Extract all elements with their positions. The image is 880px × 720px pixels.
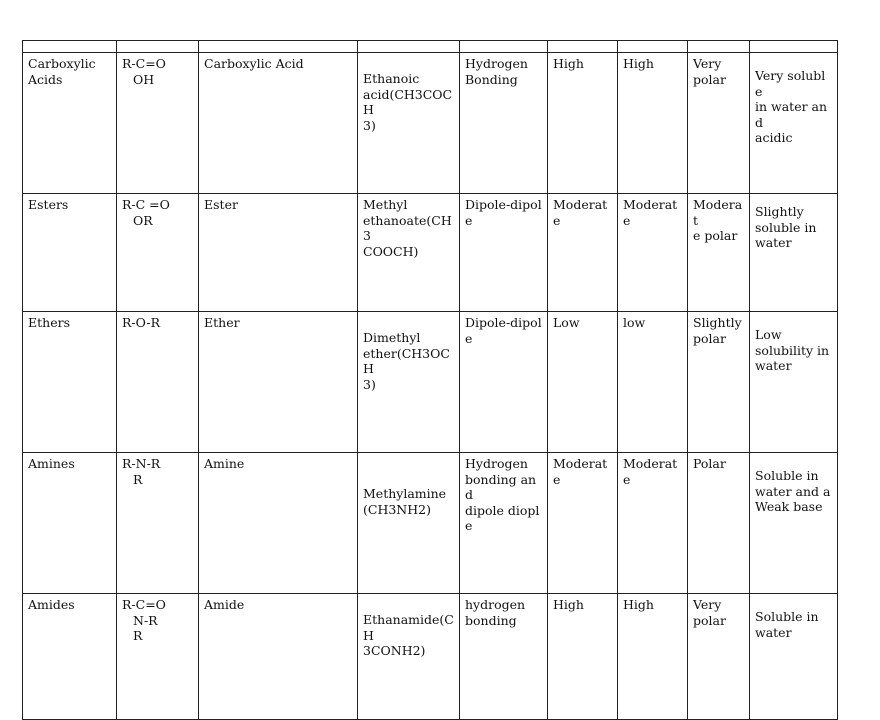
group-cell — [23, 453, 117, 594]
group-cell — [23, 312, 117, 453]
force-cell — [460, 53, 548, 194]
example-cell — [358, 194, 460, 312]
header-cell — [688, 41, 750, 53]
polarity-cell — [688, 53, 750, 194]
formula-line: OR — [133, 212, 153, 228]
formula-line: N-R — [133, 612, 158, 628]
formula-line: R — [133, 628, 143, 643]
mp-cell — [548, 453, 618, 594]
header-cell — [117, 41, 199, 53]
mp-text: Moderate — [553, 456, 608, 487]
polarity-text: Polar — [693, 456, 726, 471]
group-cell — [23, 194, 117, 312]
name-cell — [199, 312, 358, 453]
name-text: Ester — [204, 197, 238, 212]
bp-cell — [618, 594, 688, 720]
header-cell — [23, 41, 117, 53]
solubility-text: Very soluble in water and acidic — [755, 68, 828, 145]
name-text: Carboxylic Acid — [204, 56, 304, 71]
solubility-text: Low solubility in water — [755, 327, 830, 373]
header-cell — [750, 41, 838, 53]
example-text: Methyl ethanoate(CH3 COOCH) — [363, 197, 452, 259]
polarity-text: Slightly polar — [693, 315, 742, 346]
mp-cell — [548, 312, 618, 453]
table-row — [23, 594, 838, 720]
mp-text: Low — [553, 315, 580, 330]
formula-cell — [117, 453, 199, 594]
formula-line: R-N-R — [122, 456, 161, 471]
bp-text: low — [623, 315, 646, 330]
force-cell — [460, 594, 548, 720]
formula-line: R-O-R — [122, 315, 160, 330]
force-text: Dipole-dipol e — [465, 315, 542, 346]
force-text: Hydrogen Bonding — [465, 56, 528, 87]
solubility-cell — [750, 194, 838, 312]
example-cell — [358, 53, 460, 194]
force-cell — [460, 194, 548, 312]
header-cell — [548, 41, 618, 53]
mp-cell — [548, 194, 618, 312]
group-text: Amines — [28, 456, 75, 471]
mp-text: Moderate — [553, 197, 608, 228]
mp-text: High — [553, 597, 584, 612]
header-row — [23, 41, 838, 53]
bp-cell — [618, 453, 688, 594]
force-text: Dipole-dipol e — [465, 197, 542, 228]
bp-cell — [618, 312, 688, 453]
table-row — [23, 53, 838, 194]
mp-cell — [548, 53, 618, 194]
header-cell — [358, 41, 460, 53]
group-text: Esters — [28, 197, 69, 212]
functional-groups-table — [22, 40, 838, 720]
solubility-cell — [750, 53, 838, 194]
formula-line: OH — [133, 71, 155, 87]
name-cell — [199, 453, 358, 594]
solubility-cell — [750, 312, 838, 453]
group-text: Ethers — [28, 315, 70, 330]
header-cell — [199, 41, 358, 53]
group-text: Amides — [28, 597, 75, 612]
name-text: Amide — [204, 597, 245, 612]
formula-line: R — [133, 471, 143, 487]
mp-cell — [548, 594, 618, 720]
name-cell — [199, 194, 358, 312]
force-text: Hydrogen bonding and dipole diople — [465, 456, 540, 533]
polarity-cell — [688, 312, 750, 453]
bp-text: Moderate — [623, 456, 678, 487]
polarity-text: Very polar — [693, 597, 726, 628]
polarity-cell — [688, 594, 750, 720]
formula-cell — [117, 594, 199, 720]
bp-cell — [618, 53, 688, 194]
bp-text: Moderate — [623, 197, 678, 228]
table-row — [23, 312, 838, 453]
group-text: Carboxylic Acids — [28, 56, 96, 87]
formula-cell — [117, 194, 199, 312]
group-cell — [23, 53, 117, 194]
force-text: hydrogen bonding — [465, 597, 526, 628]
header-cell — [460, 41, 548, 53]
example-text: Methylamine (CH3NH2) — [363, 486, 447, 517]
group-cell — [23, 594, 117, 720]
force-cell — [460, 312, 548, 453]
header-cell — [618, 41, 688, 53]
polarity-text: Moderat e polar — [693, 197, 743, 243]
formula-line: R-C=O — [122, 56, 166, 71]
formula-line: R-C =O — [122, 197, 170, 212]
polarity-cell — [688, 194, 750, 312]
example-text: Ethanamide(CH 3CONH2) — [363, 612, 454, 658]
force-cell — [460, 453, 548, 594]
name-cell — [199, 53, 358, 194]
example-text: Dimethyl ether(CH3OCH 3) — [363, 330, 450, 392]
formula-cell — [117, 53, 199, 194]
table-row — [23, 194, 838, 312]
solubility-text: Soluble in water and a Weak base — [755, 468, 831, 514]
example-cell — [358, 594, 460, 720]
solubility-text: Slightly soluble in water — [755, 204, 817, 250]
formula-cell — [117, 312, 199, 453]
table-row — [23, 453, 838, 594]
bp-text: High — [623, 597, 654, 612]
example-cell — [358, 453, 460, 594]
bp-cell — [618, 194, 688, 312]
polarity-text: Very polar — [693, 56, 726, 87]
example-text: Ethanoic acid(CH3COCH 3) — [363, 71, 453, 133]
example-cell — [358, 312, 460, 453]
mp-text: High — [553, 56, 584, 71]
name-cell — [199, 594, 358, 720]
solubility-text: Soluble in water — [755, 609, 819, 640]
bp-text: High — [623, 56, 654, 71]
name-text: Ether — [204, 315, 240, 330]
solubility-cell — [750, 453, 838, 594]
polarity-cell — [688, 453, 750, 594]
name-text: Amine — [204, 456, 245, 471]
solubility-cell — [750, 594, 838, 720]
formula-line: R-C=O — [122, 597, 166, 612]
